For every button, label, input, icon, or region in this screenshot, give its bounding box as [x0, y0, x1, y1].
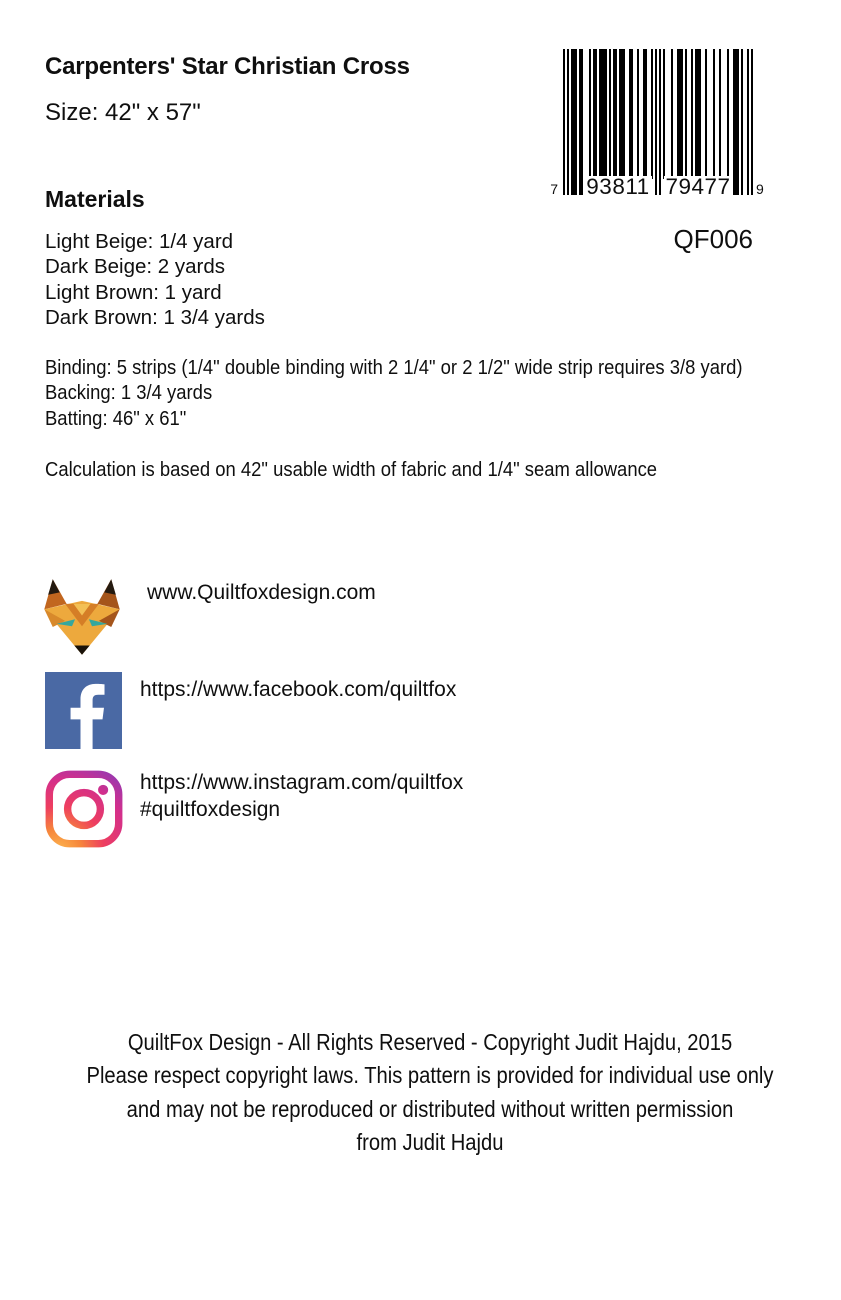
instagram-icon: [45, 769, 123, 849]
supply-item: Binding: 5 strips (1/4" double binding with 2 1/4" or 2 1/2" wide strip requires 3/8 yard): [45, 356, 743, 379]
barcode-digit-right: 9: [756, 181, 764, 197]
fabric-item: Dark Brown: 1 3/4 yards: [45, 305, 265, 329]
barcode-group-left: 93811: [584, 176, 652, 198]
facebook-icon: [45, 672, 122, 749]
page-title: Carpenters' Star Christian Cross: [45, 53, 410, 80]
fabric-item: Light Beige: 1/4 yard: [45, 230, 234, 253]
copyright-line: Please respect copyright laws. This pattern is provided for individual use only: [86, 1062, 774, 1089]
upc-barcode: [550, 49, 764, 201]
calculation-note: Calculation is based on 42" usable width of fabric and 1/4" seam allowance: [45, 458, 658, 481]
copyright-line: from Judit Hajdu: [356, 1129, 504, 1156]
quilt-size: Size: 42" x 57": [45, 99, 201, 126]
barcode-digit-left: 7: [550, 181, 558, 197]
instagram-links: [140, 770, 463, 823]
website-link: www.Quiltfoxdesign.com: [147, 581, 376, 604]
fabric-list: [45, 229, 265, 330]
copyright-line: QuiltFox Design - All Rights Reserved - Copyright Judit Hajdu, 2015: [127, 1029, 733, 1055]
quiltfox-logo-icon: [43, 577, 121, 657]
copyright-line: and may not be reproduced or distributed without written permission: [126, 1095, 734, 1122]
barcode-group-right: 79477: [665, 174, 731, 199]
facebook-link: https://www.facebook.com/quiltfox: [140, 678, 457, 701]
product-code: QF006: [673, 224, 753, 254]
supply-item: Backing: 1 3/4 yards: [45, 381, 213, 405]
fabric-item: Dark Beige: 2 yards: [45, 255, 226, 279]
copyright-text: [77, 1026, 783, 1160]
instagram-hashtag: #quiltfoxdesign: [140, 797, 281, 821]
instagram-link: https://www.instagram.com/quiltfox: [140, 771, 464, 794]
supply-item: Batting: 46" x 61": [45, 406, 187, 430]
supply-list: [45, 355, 743, 431]
materials-heading: Materials: [45, 186, 145, 212]
fabric-item: Light Brown: 1 yard: [45, 280, 222, 304]
